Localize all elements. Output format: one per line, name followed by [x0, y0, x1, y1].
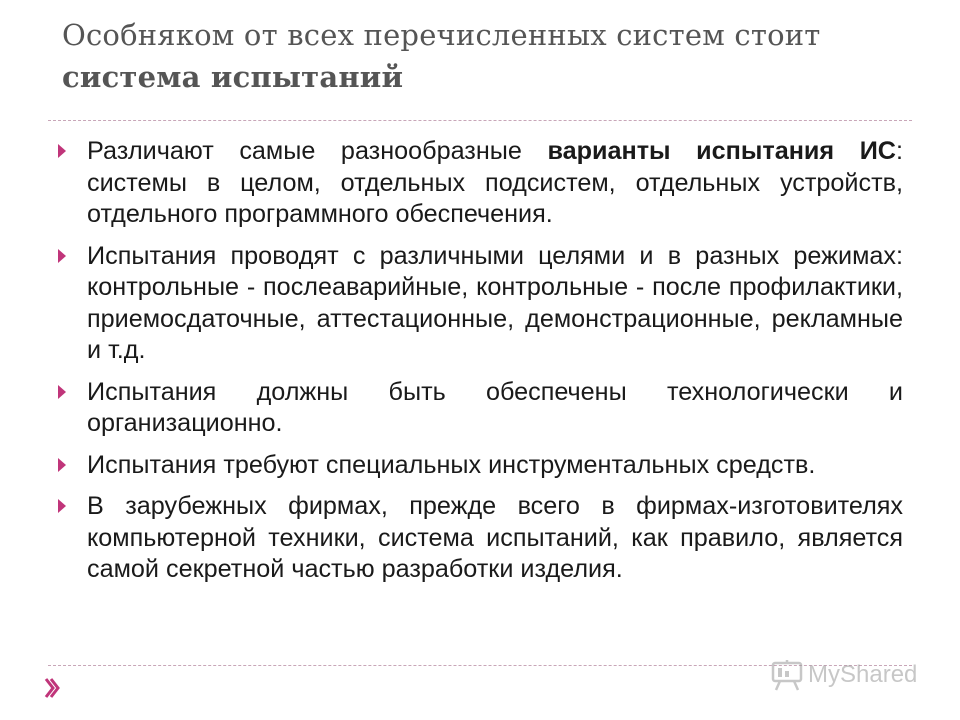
bullet-text: Испытания требуют специальных инструментальных средств.: [87, 450, 816, 479]
watermark-text: MyShared: [808, 661, 918, 688]
bullet-text: Испытания должны быть обеспечены технологически и организационно.: [87, 377, 903, 437]
triangle-right-icon: [58, 499, 66, 513]
bullet-item: [58, 491, 903, 586]
bullet-text-bold: варианты испытания ИС: [547, 137, 896, 165]
watermark: [770, 658, 917, 692]
slide-title: [62, 14, 902, 98]
bullet-item: [58, 136, 903, 231]
bullet-text: Различают самые разнообразные: [87, 137, 548, 165]
triangle-right-icon: [58, 144, 66, 158]
bullet-text: Испытания проводят с различными целями и в разных режимах: контрольные - послеаварийные, контрольные - после профилактики, приемосдаточные, аттестационные, демонстрационные, рекламные и т.д.: [87, 241, 903, 364]
triangle-right-icon: [58, 385, 66, 399]
title-line-1: Особняком от всех перечисленных систем стоит: [62, 18, 821, 52]
bullet-text: В зарубежных фирмах, прежде всего в фирмах-изготовителях компьютерной техники, система испытаний, как правило, является самой секретной частью разработки изделия.: [87, 492, 903, 583]
bullet-list: [58, 136, 903, 596]
bullet-item: [58, 377, 903, 440]
triangle-right-icon: [58, 249, 66, 263]
bullet-item: [58, 241, 903, 367]
top-divider: [48, 120, 912, 121]
triangle-right-icon: [58, 458, 66, 472]
presentation-board-icon: [770, 658, 804, 692]
bullet-item: [58, 450, 903, 482]
title-line-2: система испытаний: [62, 60, 404, 94]
bullet-text: : системы в целом, отдельных подсистем, отдельных устройств, отдельного программного обеспечения.: [87, 137, 903, 228]
double-chevron-right-icon[interactable]: [44, 677, 60, 699]
